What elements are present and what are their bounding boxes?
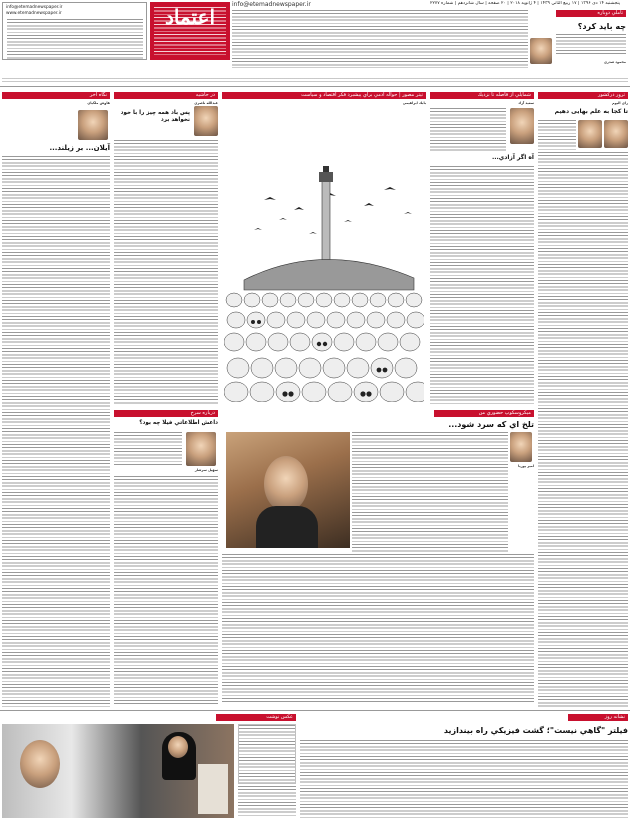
section-header: تيتر مصور | حواله آدمي براي پيشبرد فكر اقتصاد و سياست: [222, 92, 426, 99]
headline: داعش اطلاعاتي فيلا چه بود؟: [139, 420, 218, 426]
cartoon-illustration: [224, 110, 424, 402]
author-photo: [530, 38, 552, 64]
column-3: [222, 92, 426, 404]
email-text: info@etemadnewspaper.ir: [232, 1, 311, 8]
author-photo: [510, 108, 534, 144]
author-name: امير پوريا: [518, 464, 534, 468]
mid-article-2: [114, 410, 218, 706]
masthead-url: info@etemadnewspaper.ir: [6, 5, 63, 10]
section-header: نشانه روز: [568, 714, 628, 721]
section-subheader: راي الیوم: [612, 101, 628, 105]
section-header: ميكروسكوپ حضوري من: [434, 410, 534, 417]
column-4: [114, 92, 218, 404]
author-name: عبدالله ناصري: [194, 101, 218, 105]
caption-box: [238, 724, 296, 784]
mid-article-1: [222, 410, 534, 706]
section-header: شمايلي از فاصله تا نزديك: [430, 92, 534, 99]
author-name: سعيد آزاد: [518, 101, 534, 105]
newspaper-logo: اعتماد: [164, 5, 216, 29]
section-header: عكس نوشت: [216, 714, 296, 721]
column-5: [2, 92, 110, 707]
section-header: درباره سرخ: [114, 410, 218, 417]
section-header: تاملي دوباره: [556, 10, 626, 17]
headline: پس باد همه چيز را با خود نخواهد برد: [120, 110, 190, 123]
headline: تلخ اي كه سرد شود...: [448, 420, 534, 429]
author-photo: [510, 432, 532, 462]
top-editorial: [232, 10, 528, 70]
author-photo: [194, 106, 218, 136]
feature-photo: [2, 724, 234, 818]
feature-photo: [226, 432, 350, 548]
publisher-info-box: [2, 2, 147, 60]
section-header: نگاه آخر: [2, 92, 110, 99]
author-name: سهيل سرشار: [194, 468, 218, 472]
date-line: پنجشنبه ۱۴ دی ۱۳۹۶ | ۱۷ ربيع الثاني ۱۴۳۹ | ۴ ژانويه ۲۰۱۸ | ۲۰ صفحه | سال شانزدهم | شماره ۲۲۷۷: [429, 1, 620, 6]
masthead: [0, 0, 630, 72]
author-name: هاوش ملكيان: [87, 101, 110, 105]
headline: چه بايد کرد؟: [577, 22, 626, 31]
headline: آيلان... بر زيلند...: [49, 144, 110, 152]
headline: تا کجا به علم بهایی دهیم: [554, 108, 628, 115]
headline: فيلتر "گاهي نيست"؛ گشت فيزيكي راه بيندازيد: [443, 726, 628, 735]
bottom-article-1: [300, 714, 628, 818]
publisher-details: [7, 19, 143, 59]
author-photo: [78, 110, 108, 140]
author-photo: [604, 120, 628, 148]
bottom-article-2: [2, 714, 296, 818]
headline: آه اگر آزادي...: [491, 154, 534, 161]
author-name: محمود صدري: [603, 60, 626, 64]
author-name: بابك ابراهيمي: [402, 101, 426, 105]
masthead-bottom-strip: [2, 78, 628, 84]
masthead-url: www.etemadnewspaper.ir: [6, 11, 62, 16]
section-header: ترور دركشور: [538, 92, 628, 99]
column-1: [538, 92, 628, 707]
section-header: در حاشيه: [114, 92, 218, 99]
author-photo: [578, 120, 602, 148]
column-2: [430, 92, 534, 404]
author-photo: [186, 432, 216, 466]
